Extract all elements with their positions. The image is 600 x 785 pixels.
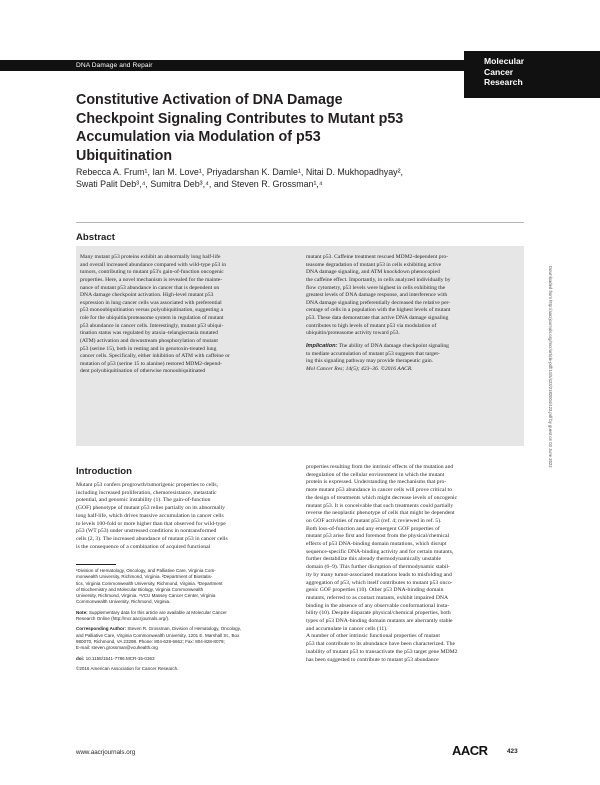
affiliation-line: University, Richmond, Virginia. ⁴VCU Massey Cancer Center, Virginia	[76, 593, 216, 599]
text-line: mutants, referred to as contact mutants, exhibit impaired DNA	[306, 594, 449, 601]
footnote-divider	[76, 564, 116, 565]
introduction-heading: Introduction	[76, 466, 132, 477]
text-line: including increased proliferation, chemoresistance, metastatic	[76, 489, 217, 496]
journal-name-line: Cancer	[484, 66, 514, 77]
text-line: to levels 100-fold or more higher than that observed for wild-type	[76, 520, 226, 527]
text-line: properties. Here, a novel mechanism is revealed for the mainte-	[80, 276, 223, 283]
introduction-left-column	[76, 482, 298, 551]
author-list	[76, 166, 496, 191]
affiliation-line: tics, Virginia Commonwealth University, Richmond, Virginia. ³Department	[76, 580, 223, 586]
affiliation-line: monwealth University, Richmond, Virginia. ²Department of Biostatis-	[76, 574, 213, 580]
text-line: properties resulting from the intrinsic effects of the mutation and	[306, 464, 454, 470]
supplementary-link[interactable]: Research Online (http://mcr.aacrjournals.org/).	[76, 616, 170, 622]
text-line: dent polyubiquitination of otherwise monoubiquitinated	[80, 368, 206, 375]
text-line: mutant p53. Caffeine treatment rescued MDM2-dependent pro-	[306, 254, 449, 260]
affiliation-line: of Biochemistry and Molecular Biology, Virginia Commonwealth	[76, 586, 204, 592]
text-line: flow cytometry, p53 levels were highest in cells exhibiting the	[306, 284, 446, 291]
text-line: protein is expressed. Understanding the mechanisms that pro-	[306, 479, 447, 486]
text-line: cancer cells. Specifically, either inhibition of ATM with caffeine or	[80, 353, 230, 360]
text-line: greatest levels of DNA damage response, and interference with	[306, 292, 448, 299]
abstract-right-column	[306, 254, 520, 373]
text-line: Steven R. Grossman, Division of Hematology, Oncology,	[126, 626, 241, 632]
text-line: and Palliative Care, Virginia Commonwealth University, 1201 E. Marshall St., Box	[76, 632, 240, 638]
title-line: Accumulation via Modulation of p53	[76, 129, 321, 146]
text-line: to mediate accumulation of mutant p53 suggests that target-	[306, 350, 440, 357]
author-line: Rebecca A. Frum¹, Ian M. Love¹, Priyadarshan K. Damle¹, Nitai D. Mukhopadhyay²,	[76, 167, 404, 177]
text-line: bility (10). Despite disparate physical/chemical properties, both	[306, 610, 451, 617]
journal-name	[484, 56, 524, 88]
text-line: mutation of p53 (serine 15 to alanine) restored MDM2-depend-	[80, 360, 222, 367]
text-line: A number of other intrinsic functional properties of mutant	[306, 633, 440, 640]
text-line: teasome degradation of mutant p53 in cells exhibiting active	[306, 261, 442, 268]
text-line: aggregation of p53, which itself contributes to mutant p53 onco-	[306, 579, 453, 586]
journal-name-line: Research	[484, 77, 523, 88]
title-line: Ubiquitination	[76, 147, 173, 164]
affiliation-line: ¹Division of Hematology, Oncology, and Palliative Care, Virginia Com-	[76, 568, 216, 573]
text-line: genic GOF properties (10). Other p53 DNA-binding domain	[306, 587, 444, 594]
text-line: Both loss-of-function and any emergent GOF properties of	[306, 525, 440, 532]
text-line: mote mutant p53 abundance in cancer cells will prove critical to	[306, 487, 452, 494]
text-line: mutant p53. It is conceivable that such treatments could partially	[306, 502, 454, 509]
text-line: ing this signaling pathway may provide therapeutic gain.	[306, 358, 434, 365]
text-line: p53 that contribute to its abundance have been characterized. The	[306, 641, 455, 648]
text-line: types of p53 DNA-binding domain mutants are aberrantly stable	[306, 618, 453, 625]
text-line: contributes to high levels of mutant p53 via modulation of	[306, 322, 437, 329]
text-line: ity by many tumor-associated mutations leads to misfolding and	[306, 571, 452, 578]
note-label: Note:	[76, 609, 88, 615]
text-line: DNA damage signaling, and ATM knockdown phenocopied	[306, 269, 440, 276]
text-line: and accumulate in cancer cells (11).	[306, 625, 388, 632]
text-line: expression in lung cancer cells was associated with preferential	[80, 299, 222, 306]
text-line: role for the ubiquitin/proteasome system in regulation of mutant	[80, 315, 224, 321]
abstract-left-column	[80, 254, 298, 376]
text-line: ubiquitin/proteasome activity toward p53.	[306, 330, 400, 337]
text-line: tumors, contributing to mutant p53's gain-of-function oncogenic	[80, 269, 224, 276]
text-line: p53 monoubiquitination versus polyubiquitination, suggesting a	[80, 307, 223, 314]
doi-value: 10.1158/1541-7786.MCR-15-0363	[84, 655, 155, 661]
text-line: domain (6–9). This further disruption of thermodynamic stabil-	[306, 564, 450, 571]
text-line: p53 abundance in cancer cells. Interestingly, mutant p53 ubiqui-	[80, 322, 224, 329]
text-line: the design of treatments which might decrease levels of oncogenic	[306, 494, 458, 501]
text-line: sequence-specific DNA-binding activity and for certain mutants,	[306, 548, 454, 555]
implications-line	[306, 343, 520, 351]
abstract-heading: Abstract	[76, 232, 115, 243]
copyright: ©2016 American Association for Cancer Research.	[76, 665, 179, 671]
text-line: Supplementary data for this article are available at Molecular Cancer	[87, 609, 227, 615]
journal-citation: Mol Cancer Res; 14(5); 423–36. ©2016 AACR.	[306, 365, 413, 372]
title-line: Checkpoint Signaling Contributes to Mutant p53	[76, 110, 404, 127]
text-line: long half-life, which drives massive accumulation in cancer cells	[76, 512, 224, 519]
section-label: DNA Damage and Repair	[76, 62, 153, 69]
download-watermark: Downloaded from http://aacrjournals.org/mcr/article-pdf/14/5/423/2182004/423.pdf by guest on 03 June 2022	[548, 266, 553, 468]
text-line: p53 (serine 15), both in resting and in genotoxin-treated lung	[80, 345, 217, 352]
text-line: p53 (WT p53) under unstressed conditions in nontransformed	[76, 528, 217, 535]
text-line: centage of cells in a population with the highest levels of mutant	[306, 307, 451, 314]
implications-heading: Implication:	[306, 342, 338, 349]
text-line: on GOF activities of mutant p53 (ref. 4; reviewed in ref. 5).	[306, 517, 442, 524]
text-line: cells (2, 3). The increased abundance of mutant p53 in cancer cells	[76, 535, 228, 542]
text-line: (GOF) phenotype of mutant p53 relies partially on its abnormally	[76, 505, 225, 512]
text-line: the caffeine effect. Importantly, in cells analyzed individually by	[306, 276, 451, 283]
divider	[76, 222, 524, 223]
affiliation-line: Commonwealth University, Richmond, Virginia.	[76, 599, 171, 605]
text-line: Many mutant p53 proteins exhibit an abnormally long half-life	[80, 254, 221, 260]
text-line: p53. These data demonstrate that active DNA damage signaling	[306, 315, 449, 321]
text-line: potential, and genomic instability (1). The gain-of-function	[76, 497, 211, 504]
email-link[interactable]: E-mail: steven.grossman@vcuhealth.org	[76, 645, 158, 651]
text-line: has been suggested to contribute to mutant p53 abundance	[306, 656, 439, 663]
aacr-logo: AACR	[452, 743, 488, 758]
text-line: Mutant p53 confers progrowth/tumorigenic properties to cells,	[76, 482, 218, 488]
text-line: further destabilize this already thermodynamically unstable	[306, 556, 442, 563]
text-line: binding in the absence of any observable conformational insta-	[306, 602, 450, 609]
text-line: effects of p53 DNA-binding domain mutations, which disrupt	[306, 541, 447, 548]
text-line: 980070, Richmond, VA 23298. Phone: 804-628-6662; Fax: 804-828-8079;	[76, 638, 225, 644]
text-line: mutant p53 arise first and foremost from the physical/chemical	[306, 533, 450, 540]
text-line: The ability of DNA damage checkpoint signaling	[337, 342, 449, 349]
author-line: Swati Palit Deb³,⁴, Sumitra Deb³,⁴, and Steven R. Grossman¹,⁴	[76, 179, 323, 190]
journal-name-line: Molecular	[484, 56, 525, 66]
text-line: DNA damage signaling preferentially decreased the relative per-	[306, 299, 451, 306]
page-number: 423	[507, 748, 518, 755]
doi-label: doi:	[76, 655, 85, 661]
text-line: inability of mutant p53 to transactivate the p53 target gene MDM2	[306, 648, 458, 655]
footnotes	[76, 568, 298, 672]
text-line: and overall increased abundance compared with wild-type p53 in	[80, 261, 227, 268]
text-line: reverse the neoplastic phenotype of cells that might be dependent	[306, 510, 455, 517]
text-line: (ATM) activation and downstream phosphorylation of mutant	[80, 337, 218, 344]
title-line: Constitutive Activation of DNA Damage	[76, 92, 343, 108]
corresponding-label: Corresponding Author:	[76, 626, 127, 632]
text-line: is the consequence of a combination of acquired functional	[76, 543, 211, 550]
text-line: tination status was regulated by ataxia–telangiectasia mutated	[80, 330, 218, 337]
text-line: DNA damage checkpoint activation. High-level mutant p53	[80, 292, 214, 299]
introduction-right-column	[306, 464, 524, 664]
text-line: deregulation of the cellular environment in which the mutant	[306, 471, 445, 478]
footer-url[interactable]: www.aacrjournals.org	[76, 749, 136, 756]
article-title	[76, 91, 476, 165]
text-line: nance of mutant p53 abundance in cancer that is dependent on	[80, 284, 220, 291]
